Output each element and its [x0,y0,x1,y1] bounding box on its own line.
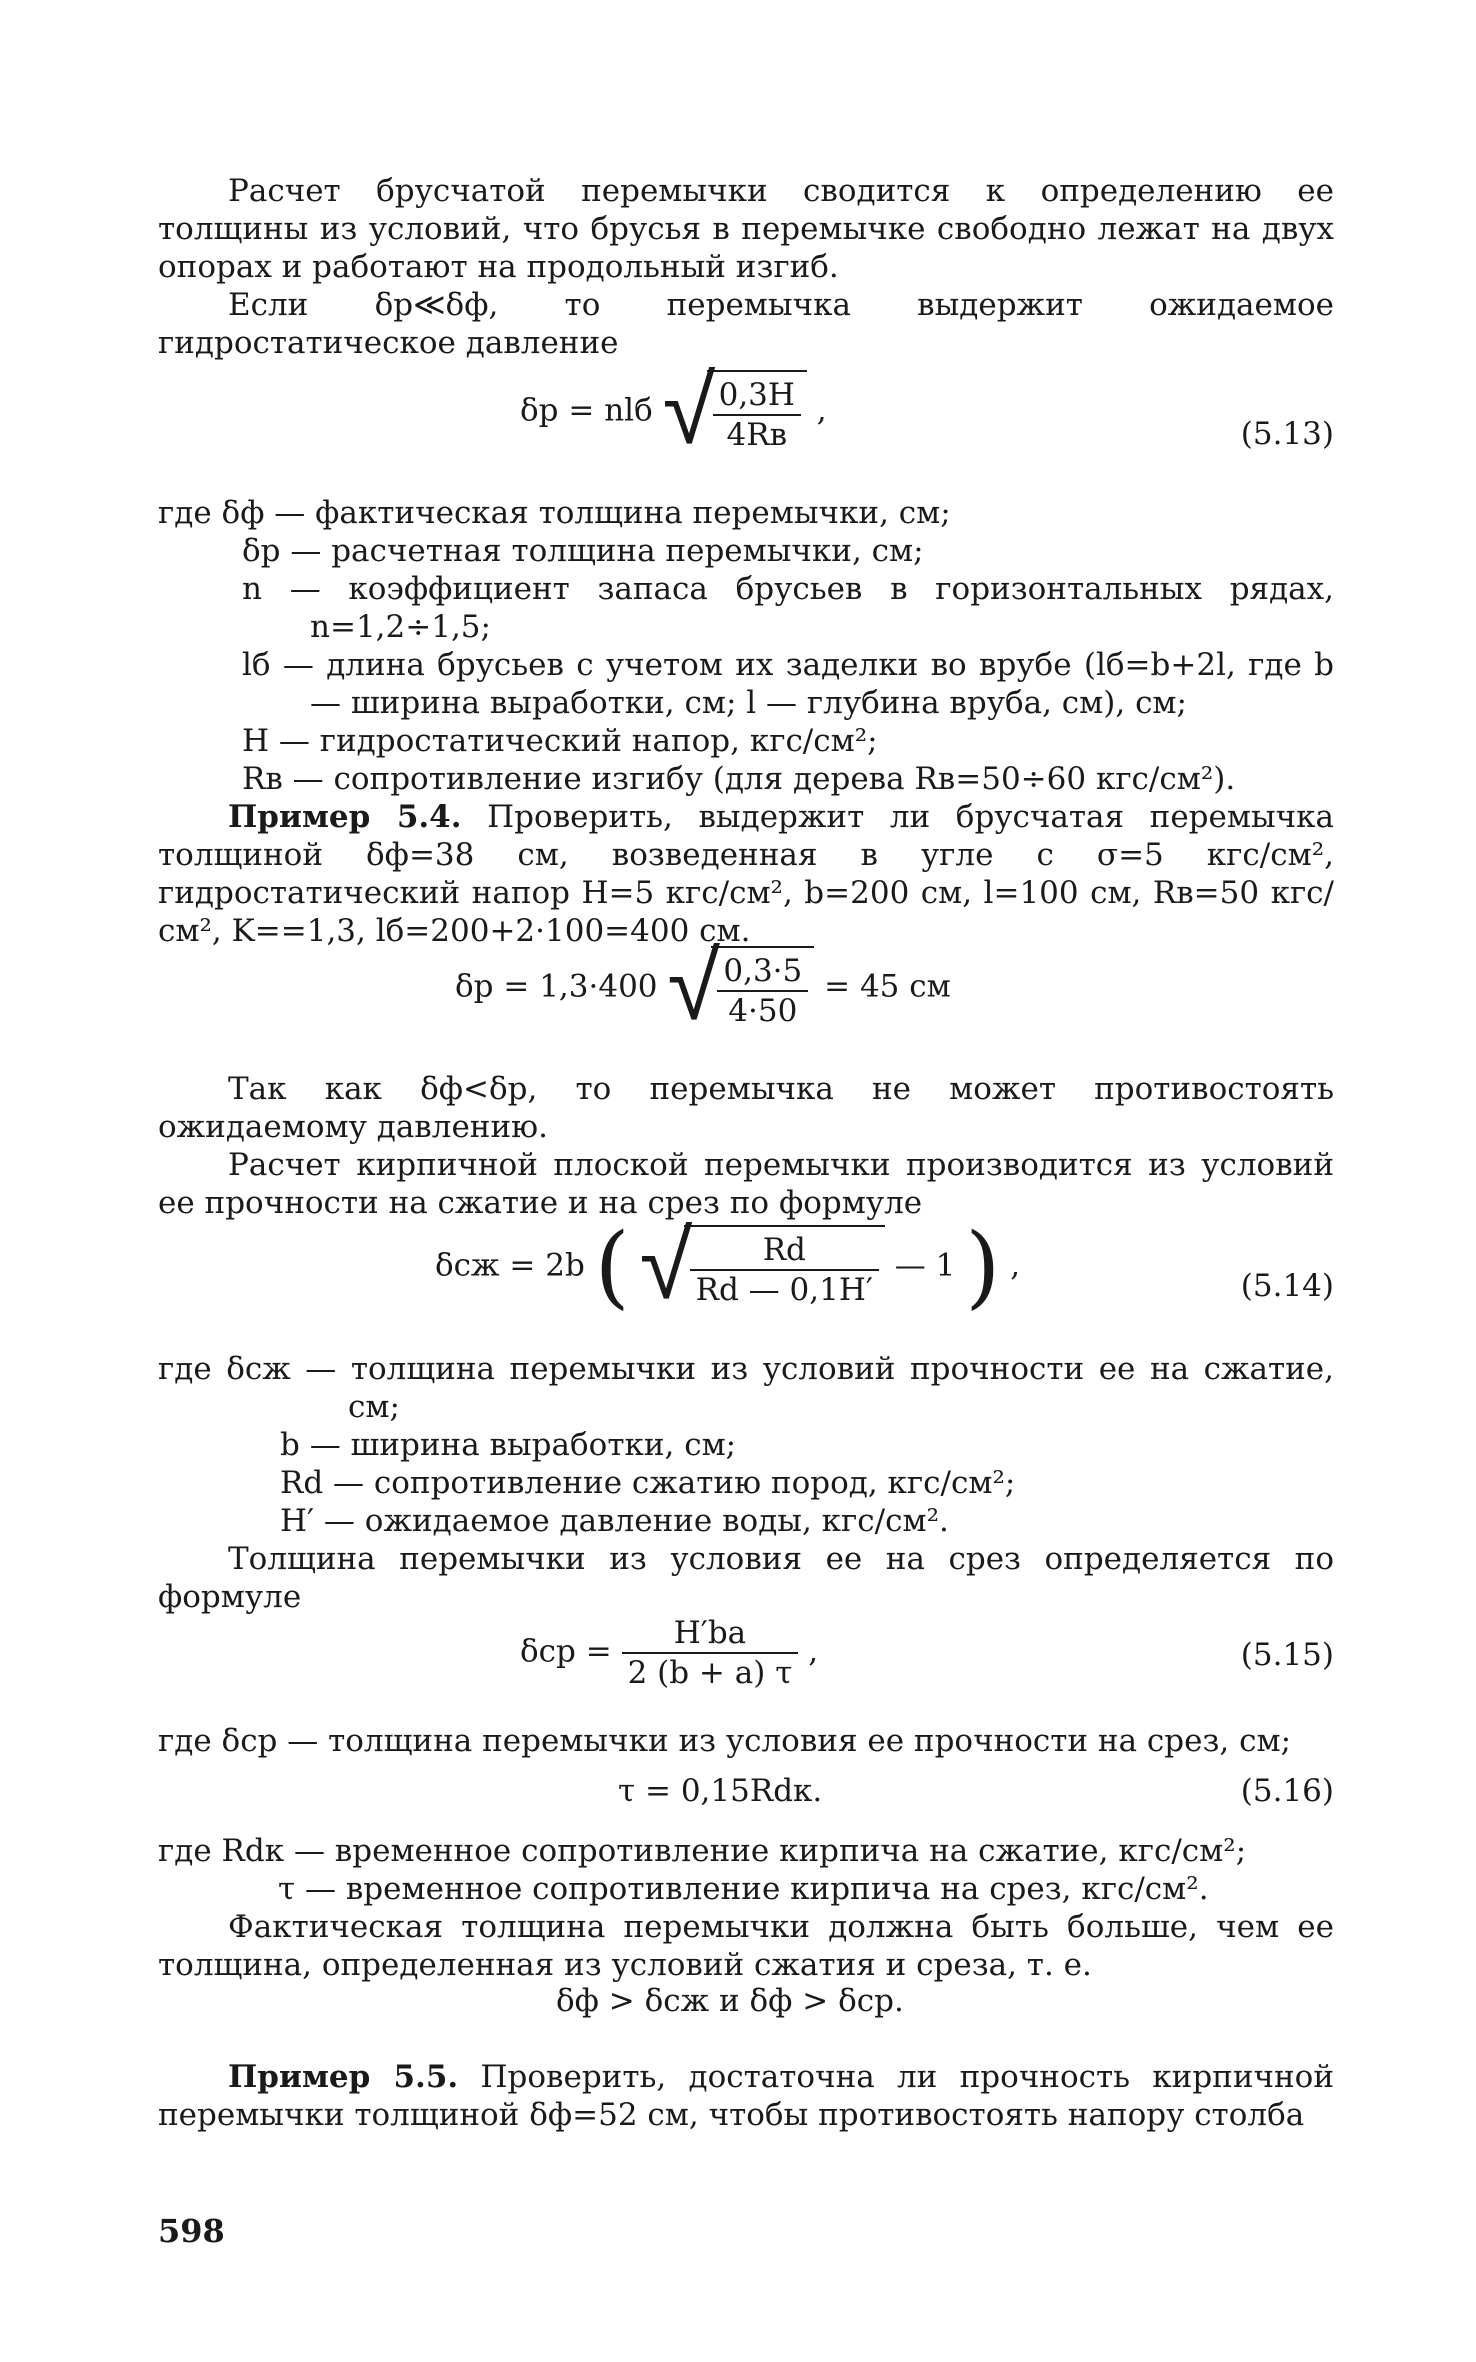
where-item: где δсж — толщина перемычки из условий прочности ее на сжатие, см; [158,1351,1334,1425]
where-list-5-14 [158,1350,1334,1616]
where-item: τ — временное сопротивление кирпича на срез, кгс/см². [278,1871,1209,1907]
calc-rhs: = 45 см [824,968,951,1005]
formula-5-15-lhs: δср = [520,1633,612,1670]
where-item: n — коэффициент запаса брусьев в горизонтальных рядах, n=1,2÷1,5; [242,571,1334,645]
where-list-5-16 [158,1832,1334,1984]
where-item: lб — длина брусьев с учетом их заделки во врубе (lб=b+2l, где b — ширина выработки, см; l — глубина вруба, см), см; [242,647,1334,721]
where-item: Rв — сопротивление изгибу (для дерева Rв=50÷60 кгс/см²). [242,761,1236,797]
where-5-15 [158,1722,1334,1760]
formula-5-15 [520,1614,818,1692]
formula-5-14-lhs: δсж = 2b [435,1247,585,1284]
left-paren: ( [594,1214,630,1319]
equation-number-5-16: (5.16) [1240,1773,1334,1809]
paragraph-4: Расчет кирпичной плоской перемычки производится из условий ее прочности на сжатие и на срез по формуле [158,1147,1334,1221]
where-item: где δф — фактическая толщина перемычки, см; [158,495,951,531]
example-5-5 [158,2058,1334,2134]
formula-5-15-den: 2 (b + a) τ [627,1655,793,1691]
formula-5-14-num: Rd [690,1231,879,1271]
example-5-5-text: Проверить, достаточна ли прочность кирпичной перемычки толщиной δф=52 см, чтобы противостоять напору столба [158,2059,1334,2133]
formula-5-14-tail: , [1010,1247,1021,1284]
formula-5-16: τ = 0,15Rdк. [618,1773,823,1809]
equation-number-5-15: (5.15) [1240,1637,1334,1673]
paragraph-6: Фактическая толщина перемычки должна быть больше, чем ее толщина, определенная из условий сжатия и среза, т. е. [158,1909,1334,1983]
where-item: где Rdк — временное сопротивление кирпича на сжатие, кгс/см²; [158,1833,1247,1869]
formula-5-13-lhs: δр = nlб [520,392,653,429]
example-5-4 [158,798,1334,950]
formula-5-14 [435,1209,1021,1321]
example-5-4-text: Проверить, выдержит ли брусчатая перемычка толщиной δф=38 см, возведенная в угле с σ=5 кгс/см², гидростатический напор H=5 кгс/см², b=200 см, l=100 см, Rв=50 кгс/см², K==1,3, lб=200+2·100=400 см. [158,799,1334,949]
paragraph-7-block [158,2058,1334,2134]
formula-example-5-4 [455,930,951,1042]
example-5-5-label: Пример 5.5. [228,2059,459,2095]
where-item: Rd — сопротивление сжатию пород, кгс/см²; [280,1465,1016,1501]
calc-num: 0,3·5 [717,952,808,992]
formula-5-14-den: Rd — 0,1H′ [695,1272,873,1308]
sqrt-sign: √ $\frac{0,3\cdot 5}{4\cdot 50}$ [667,946,814,1030]
equation-number-5-14: (5.14) [1240,1268,1334,1304]
paragraph-block-2 [158,1070,1334,1222]
calc-den: 4·50 [728,993,798,1029]
equation-number-5-13: (5.13) [1240,416,1334,452]
page-number: 598 [158,2212,225,2250]
inequality: δф > δсж и δф > δср. [556,1983,904,2019]
where-item: H′ — ожидаемое давление воды, кгс/см². [280,1503,949,1539]
right-paren: ) [965,1214,1001,1319]
where-item: b — ширина выработки, см; [280,1427,737,1463]
formula-5-14-minus-one: — 1 [894,1247,956,1284]
paragraph-1: Расчет брусчатой перемычки сводится к определению ее толщины из условий, что брусья в перемычке свободно лежат на двух опорах и работают на продольный изгиб. [158,173,1334,285]
paragraph-5: Толщина перемычки из условия ее на срез определяется по формуле [158,1541,1334,1615]
formula-5-13-den: 4Rв [726,417,788,453]
formula-5-15-num: H′ba [622,1614,799,1654]
sqrt-sign: √ $\frac{Rd}{Rd — 0,1H'}$ [640,1225,885,1309]
formula-5-13-tail: , [816,392,827,429]
example-5-4-label: Пример 5.4. [228,799,462,835]
calc-lhs: δр = 1,3·400 [455,968,658,1005]
where-item: δр — расчетная толщина перемычки, см; [242,533,924,569]
formula-5-15-tail: , [808,1633,819,1670]
where-item: где δср — толщина перемычки из условия ее прочности на срез, см; [158,1723,1292,1759]
paragraph-2: Если δр≪δф, то перемычка выдержит ожидаемое гидростатическое давление [158,287,1334,361]
paragraph-3: Так как δф<δр, то перемычка не может противостоять ожидаемому давлению. [158,1071,1334,1145]
where-list-5-13 [158,494,1334,950]
where-item: H — гидростатический напор, кгс/см²; [242,723,878,759]
formula-5-13 [520,354,827,466]
formula-5-13-num: 0,3H [713,376,801,416]
paragraph-intro [158,172,1334,362]
sqrt-sign: √ $\frac{0,3H}{4Rв}$ [663,370,807,454]
